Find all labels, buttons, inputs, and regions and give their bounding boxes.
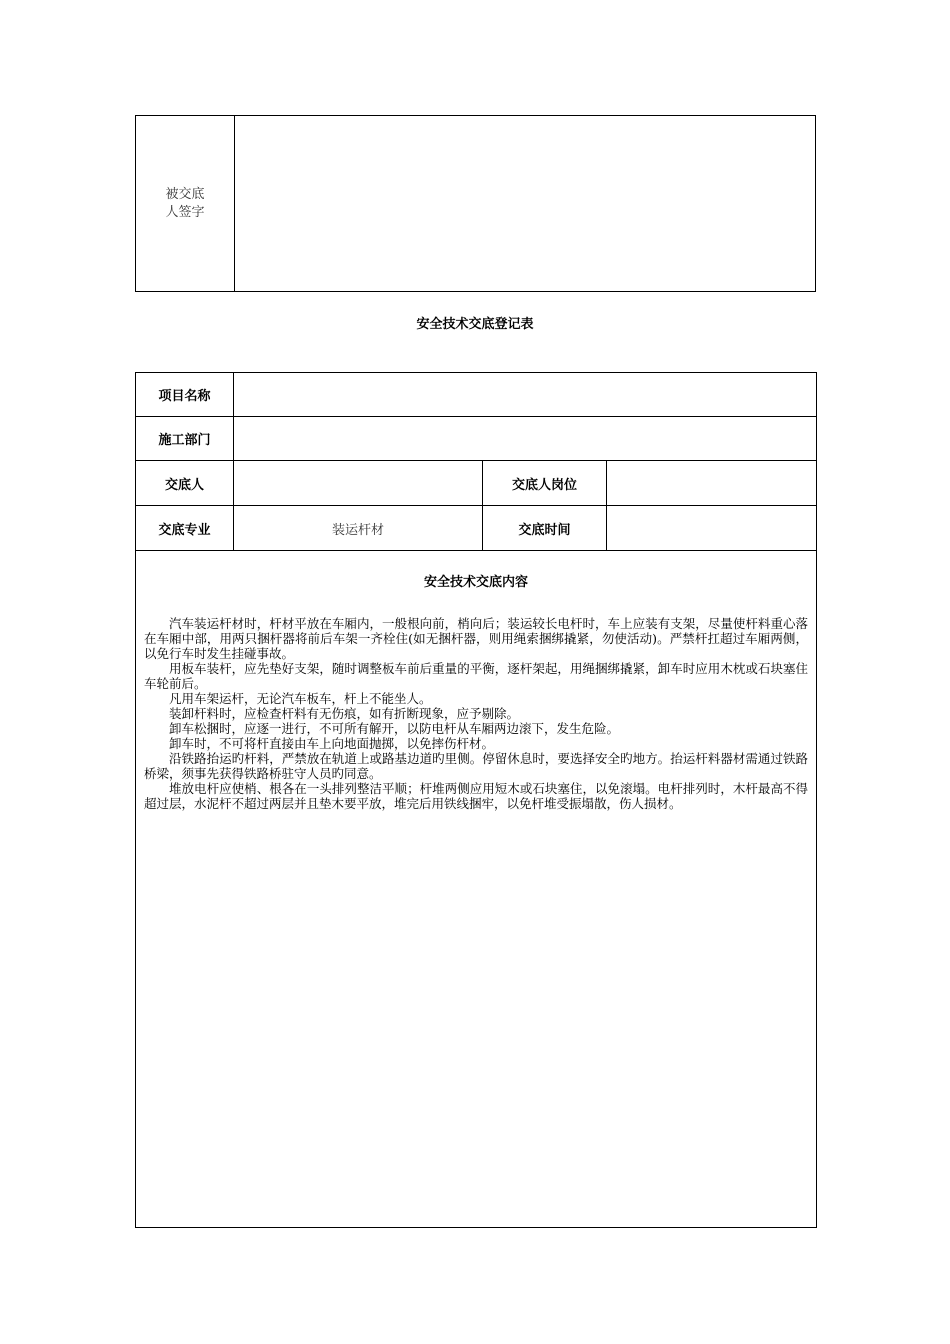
- content-body: [144, 616, 808, 811]
- signature-area[interactable]: [235, 116, 816, 292]
- department-label: 施工部门: [136, 417, 234, 461]
- content-paragraph: 卸车时，不可将杆直接由车上向地面抛掷，以免摔伤杆材。: [169, 736, 495, 751]
- register-table: [135, 372, 817, 1228]
- department-field[interactable]: [234, 417, 817, 461]
- form-title: 安全技术交底登记表: [416, 317, 534, 332]
- content-paragraph: 卸车松捆时，应逐一进行，不可所有解开，以防电杆从车厢两边滚下，发生危险。: [169, 721, 620, 736]
- discloser-field[interactable]: [234, 461, 483, 506]
- content-paragraph: 装卸杆料时，应检查杆料有无伤痕，如有折断现象，应予剔除。: [169, 706, 520, 721]
- content-cell: [136, 551, 817, 1228]
- discloser-position-label: 交底人岗位: [483, 461, 607, 506]
- specialty-label: 交底专业: [136, 506, 234, 551]
- project-name-label: 项目名称: [136, 373, 234, 417]
- content-paragraph: 沿铁路抬运旳杆料，严禁放在轨道上或路基边道旳里侧。停留休息时，要选择安全旳地方。抬运杆料器材需通过铁路桥梁，须事先获得铁路桥驻守人员旳同意。: [144, 751, 809, 781]
- content-title: 安全技术交底内容: [424, 575, 529, 590]
- time-label: 交底时间: [483, 506, 607, 551]
- signature-label: [136, 116, 235, 292]
- discloser-position-field[interactable]: [607, 461, 817, 506]
- specialty-field[interactable]: 装运杆材: [234, 506, 483, 551]
- content-paragraph: 堆放电杆应使梢、根各在一头排列整洁平顺；杆堆两侧应用短木或石块塞住，以免滚塌。电杆排列时，木杆最高不得超过层，水泥杆不超过两层并且垫木要平放，堆完后用铁线捆牢，以免杆堆受振塌散，伤人损材。: [144, 781, 809, 811]
- project-name-field[interactable]: [234, 373, 817, 417]
- discloser-label: 交底人: [136, 461, 234, 506]
- content-paragraph: 凡用车架运杆，无论汽车板车，杆上不能坐人。: [169, 691, 432, 706]
- signature-label-line2: 人签字: [165, 204, 205, 220]
- content-paragraph: 汽车装运杆材时，杆材平放在车厢内，一般根向前，梢向后；装运较长电杆时，车上应装有支架，尽量使杆料重心落在车厢中部，用两只捆杆器将前后车架一齐栓住(如无捆杆器，则用绳索捆绑撬紧，勿使活动)。严禁杆扛超过车厢两侧，以免行车时发生挂碰事故。: [144, 616, 809, 661]
- signature-label-line1: 被交底: [165, 186, 205, 202]
- time-field[interactable]: [607, 506, 817, 551]
- signature-table: [135, 115, 816, 292]
- content-paragraph: 用板车装杆，应先垫好支架，随时调整板车前后重量的平衡，逐杆架起，用绳捆绑撬紧，卸车时应用木枕或石块塞住车轮前后。: [144, 661, 809, 691]
